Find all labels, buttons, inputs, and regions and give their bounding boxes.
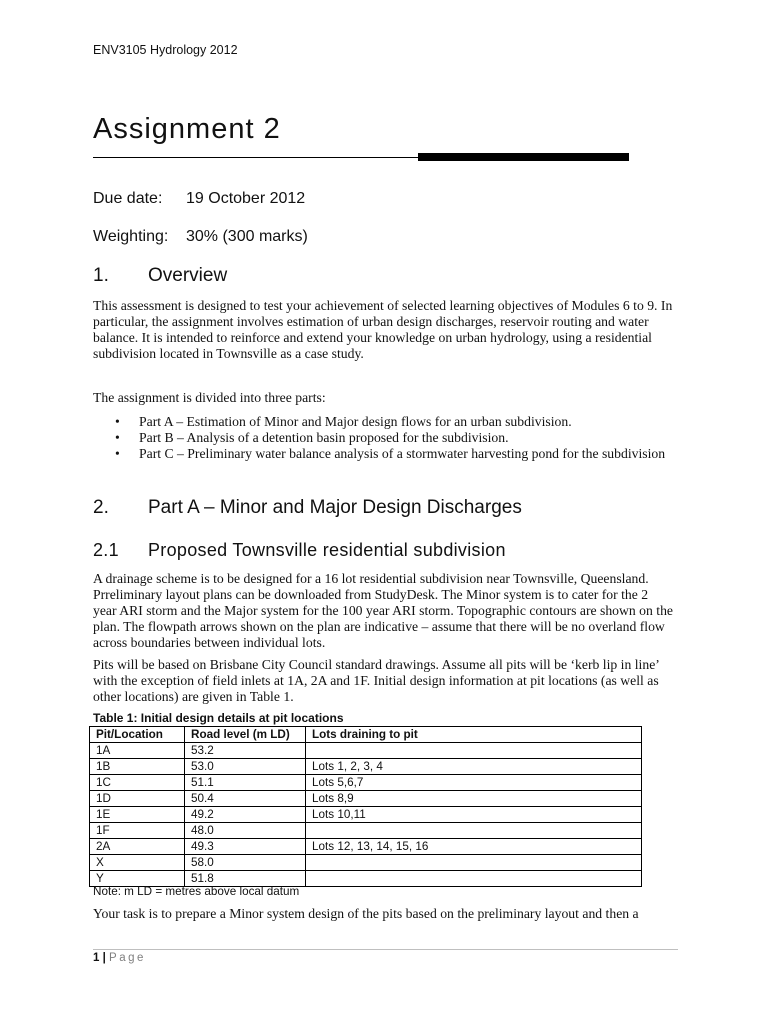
weighting-value: 30% (300 marks) xyxy=(186,228,308,245)
footer-rule xyxy=(93,949,678,950)
list-item-text: Part A – Estimation of Minor and Major design flows for an urban subdivision. xyxy=(139,414,572,429)
table-header-row xyxy=(90,727,642,743)
table-cell: 1D xyxy=(90,791,185,807)
table-cell xyxy=(306,743,642,759)
title-rule-thick xyxy=(418,153,629,161)
drainage-paragraph: A drainage scheme is to be designed for a 16 lot residential subdivision near Townsville, Queensland. Prreliminary layout plans can be downloaded from StudyDesk. The Minor system is to cater for the 2 year ARI storm and the Major system for the 100 year ARI storm. Topographic contours are shown on the plan. The flowpath arrows shown on the plan are indicative – assume that there will be no overland flow across boundaries between individual lots. xyxy=(93,571,674,650)
document-header: ENV3105 Hydrology 2012 xyxy=(93,43,238,57)
table-row xyxy=(90,839,642,855)
table-row xyxy=(90,807,642,823)
list-item xyxy=(93,414,673,430)
task-paragraph: Your task is to prepare a Minor system design of the pits based on the preliminary layout and then a xyxy=(93,906,639,921)
table-cell: 1A xyxy=(90,743,185,759)
column-header: Road level (m LD) xyxy=(185,727,306,743)
table-note: Note: m LD = metres above local datum xyxy=(93,885,300,898)
due-date-value: 19 October 2012 xyxy=(186,190,306,207)
subsection-number: 2.1 xyxy=(93,540,119,560)
table-row xyxy=(90,759,642,775)
page-title: Assignment 2 xyxy=(93,113,281,145)
table-cell: 1C xyxy=(90,775,185,791)
due-date-label: Due date: xyxy=(93,190,163,207)
table-row xyxy=(90,855,642,871)
table-cell: 51.8 xyxy=(185,871,306,887)
table-row xyxy=(90,823,642,839)
table-cell xyxy=(306,855,642,871)
section-number: 2. xyxy=(93,497,109,518)
table-cell: 58.0 xyxy=(185,855,306,871)
parts-list xyxy=(93,414,673,462)
table-cell: 2A xyxy=(90,839,185,855)
pit-design-table xyxy=(89,726,642,887)
table-cell: 1F xyxy=(90,823,185,839)
title-rule-thin xyxy=(93,157,418,158)
overview-paragraph: This assessment is designed to test your achievement of selected learning objectives of Modules 6 to 9. In particular, the assignment involves estimation of urban design discharges, reservoir routing and water balance. It is intended to reinforce and extend your knowledge on urban hydrology, using a residential subdivision located in Townsville as a case study. xyxy=(93,298,673,361)
bullet-icon: • xyxy=(115,430,120,445)
table-cell: 49.3 xyxy=(185,839,306,855)
table-cell: 48.0 xyxy=(185,823,306,839)
table-row xyxy=(90,775,642,791)
list-item xyxy=(93,430,673,446)
table-cell: 49.2 xyxy=(185,807,306,823)
table-cell: Lots 10,11 xyxy=(306,807,642,823)
page-number: 1 xyxy=(93,952,100,964)
footer-separator: | xyxy=(102,952,106,964)
bullet-icon: • xyxy=(115,414,120,429)
table-row xyxy=(90,791,642,807)
table-cell: 53.2 xyxy=(185,743,306,759)
table-cell: Lots 12, 13, 14, 15, 16 xyxy=(306,839,642,855)
column-header: Pit/Location xyxy=(90,727,185,743)
weighting-label: Weighting: xyxy=(93,228,169,245)
section-title: Overview xyxy=(148,265,228,286)
section-heading-part-a xyxy=(93,497,522,519)
list-item-text: Part C – Preliminary water balance analysis of a stormwater harvesting pond for the subdivision xyxy=(139,446,666,461)
section-number: 1. xyxy=(93,265,109,286)
table-cell: X xyxy=(90,855,185,871)
table-cell xyxy=(306,823,642,839)
list-item xyxy=(93,446,673,462)
table-cell: Lots 1, 2, 3, 4 xyxy=(306,759,642,775)
table-cell: Y xyxy=(90,871,185,887)
bullet-icon: • xyxy=(115,446,120,461)
table-cell: Lots 5,6,7 xyxy=(306,775,642,791)
section-title: Part A – Minor and Major Design Discharges xyxy=(148,497,522,518)
table-cell: 51.1 xyxy=(185,775,306,791)
column-header: Lots draining to pit xyxy=(306,727,642,743)
weighting-row xyxy=(93,228,308,246)
table-row xyxy=(90,743,642,759)
table-caption: Table 1: Initial design details at pit locations xyxy=(93,711,344,725)
section-heading-overview xyxy=(93,265,227,287)
table-cell: Lots 8,9 xyxy=(306,791,642,807)
due-date-row xyxy=(93,190,305,208)
table-cell: 1B xyxy=(90,759,185,775)
table-cell: 50.4 xyxy=(185,791,306,807)
subsection-heading xyxy=(93,540,506,561)
subsection-title: Proposed Townsville residential subdivision xyxy=(148,540,506,560)
pits-paragraph: Pits will be based on Brisbane City Council standard drawings. Assume all pits will be ‘kerb lip in line’ with the exception of field inlets at 1A, 2A and 1F. Initial design information at pit locations (as well as other locations) are given in Table 1. xyxy=(93,657,659,704)
list-item-text: Part B – Analysis of a detention basin proposed for the subdivision. xyxy=(139,430,509,445)
table-cell xyxy=(306,871,642,887)
table-cell: 53.0 xyxy=(185,759,306,775)
table-cell: 1E xyxy=(90,807,185,823)
parts-intro-paragraph: The assignment is divided into three parts: xyxy=(93,390,326,405)
page-word: Page xyxy=(109,952,146,964)
page-footer xyxy=(93,952,146,964)
